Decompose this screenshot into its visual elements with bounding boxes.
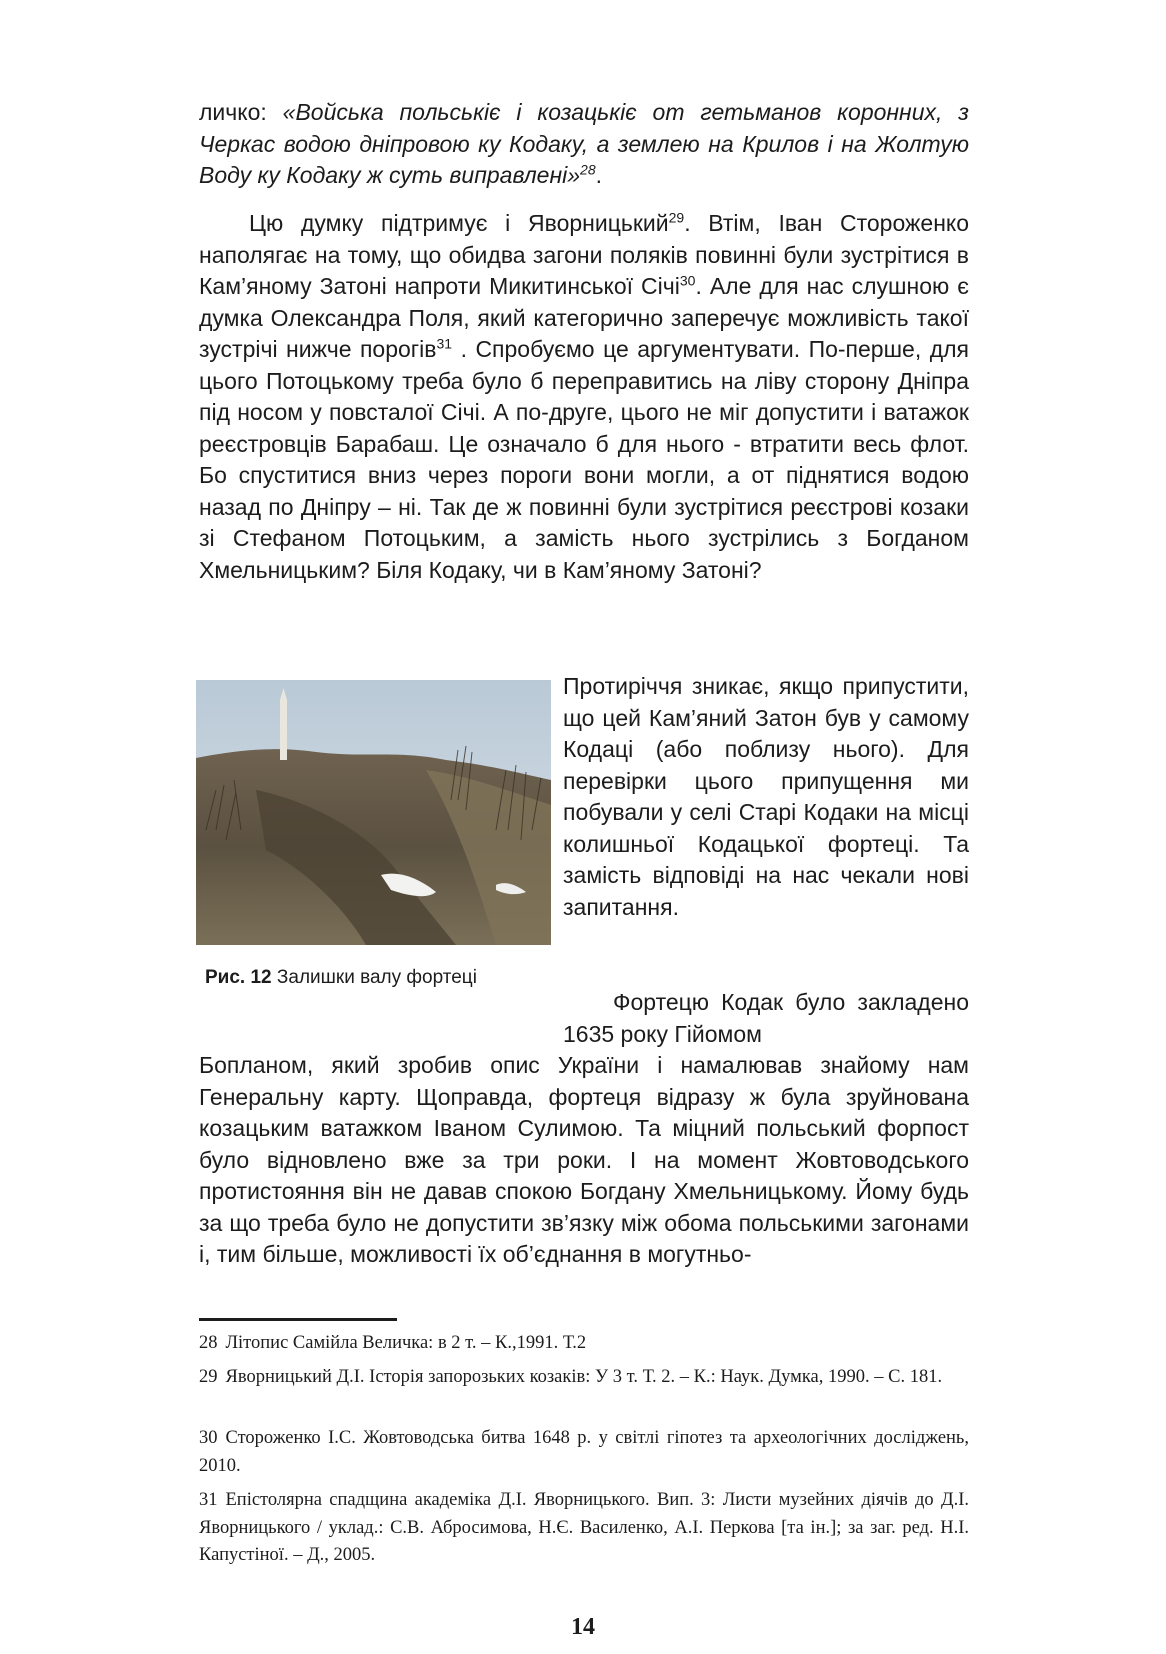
page-number: 14 <box>571 1614 595 1640</box>
quote-tail: . <box>595 162 602 188</box>
footnote-28 <box>199 1330 969 1358</box>
figure-caption <box>205 967 477 989</box>
footnote-31 <box>199 1487 969 1570</box>
footnote-ref-31[interactable]: 31 <box>436 335 453 352</box>
footnote-number: 31 <box>199 1490 218 1510</box>
paragraph-fortress-start: Фортецю Кодак було закладено 1635 року Гійомом <box>563 989 969 1047</box>
footnote-text: Яворницький Д.І. Історія запорозьких козаків: У 3 т. Т. 2. – К.: Наук. Думка, 1990. – С. 181. <box>225 1367 943 1387</box>
figure-caption-text: Залишки валу фортеці <box>271 967 477 988</box>
footnote-ref-28[interactable]: 28 <box>580 161 596 178</box>
footnote-text: Стороженко І.С. Жовтоводська битва 1648 р. у світлі гіпотез та археологічних досліджень, 2010. <box>199 1428 969 1476</box>
text-run: . Спробуємо це аргументувати. По-перше, для цього Потоцькому треба було б переправитись на ліву сторону Дніпра під носом у повсталої Січі. А по-друге, цього не міг допустити і ватажок реєстровців Барабаш. Це означало б для нього - втратити весь флот. Бо спуститися вниз через пороги вони могли, а от піднятися водою назад по Дніпру – ні. Так де ж повинні були зустрітися реєстрові козаки зі Стефаном Потоцьким, а замість нього зустрілись з Богданом Хмельницьким? Біля Кодаку, чи в Кам’яному Затоні? <box>199 336 969 583</box>
quote-text: «Войська польськіє і козацькіє от гетьманов коронних, з Черкас водою дніпровою ку Кодаку, а землею на Крилов і на Жолтую Воду ку Кодаку ж суть виправлені» <box>199 99 969 188</box>
paragraph-quote <box>199 97 969 192</box>
figure-label: Рис. 12 <box>205 967 272 988</box>
footnote-29 <box>199 1364 969 1392</box>
paragraph-wrap-right: Протиріччя зникає, якщо припустити, що цей Кам’яний Затон був у самому Кодаці (або поблизу нього). Для перевірки цього припущення ми побували у селі Старі Кодаки на місці колишньої Кодацької фортеці. Та замість відповіді на нас чекали нові запитання. <box>563 673 969 920</box>
footnote-ref-29[interactable]: 29 <box>668 209 685 226</box>
footnote-30 <box>199 1425 969 1480</box>
quote-lead: личко: <box>199 99 283 125</box>
footnote-number: 29 <box>199 1367 218 1387</box>
text-run: . Але для нас слушною є думка Олександра Поля, який категорично заперечує можливість такої зустрічі нижче порогів <box>199 273 969 362</box>
paragraph-fortress-continued: Бопланом, який зробив опис України і намалював знайому нам Генеральну карту. Щоправда, фортеця відразу ж була зруйнована козацьким ватажком Іваном Сулимою. Та міцний польський форпост було відновлено вже за три роки. І на момент Жовтоводського протистояння він не давав спокою Богдану Хмельницькому. Йому будь за що треба було не допустити зв’язку між обома польськими загонами і, тим більше, можливості їх об’єднання в могутньо- <box>199 1052 969 1267</box>
footnote-separator <box>199 1318 397 1321</box>
paragraph-main <box>199 208 969 586</box>
footnote-text: Літопис Самійла Величка: в 2 т. – К.,1991. Т.2 <box>225 1333 587 1353</box>
text-run: . Втім, Іван Стороженко наполягає на тому, що обидва загони поляків повинні були зустрітися в Кам’яному Затоні напроти Микитинської Січі <box>199 210 970 299</box>
fortress-rampart-photo <box>196 680 551 945</box>
footnote-ref-30[interactable]: 30 <box>679 272 696 289</box>
footnote-number: 30 <box>199 1428 218 1448</box>
footnote-text: Епістолярна спадщина академіка Д.І. Яворницького. Вип. 3: Листи музейних діячів до Д.І. Яворницького / уклад.: С.В. Абросимова, Н.Є. Василенко, А.І. Перкова [та ін.]; за заг. ред. Н.І. Капустіної. – Д., 2005. <box>199 1490 969 1565</box>
text-run: Цю думку підтримує і Яворницький <box>249 210 669 236</box>
footnote-number: 28 <box>199 1333 218 1353</box>
